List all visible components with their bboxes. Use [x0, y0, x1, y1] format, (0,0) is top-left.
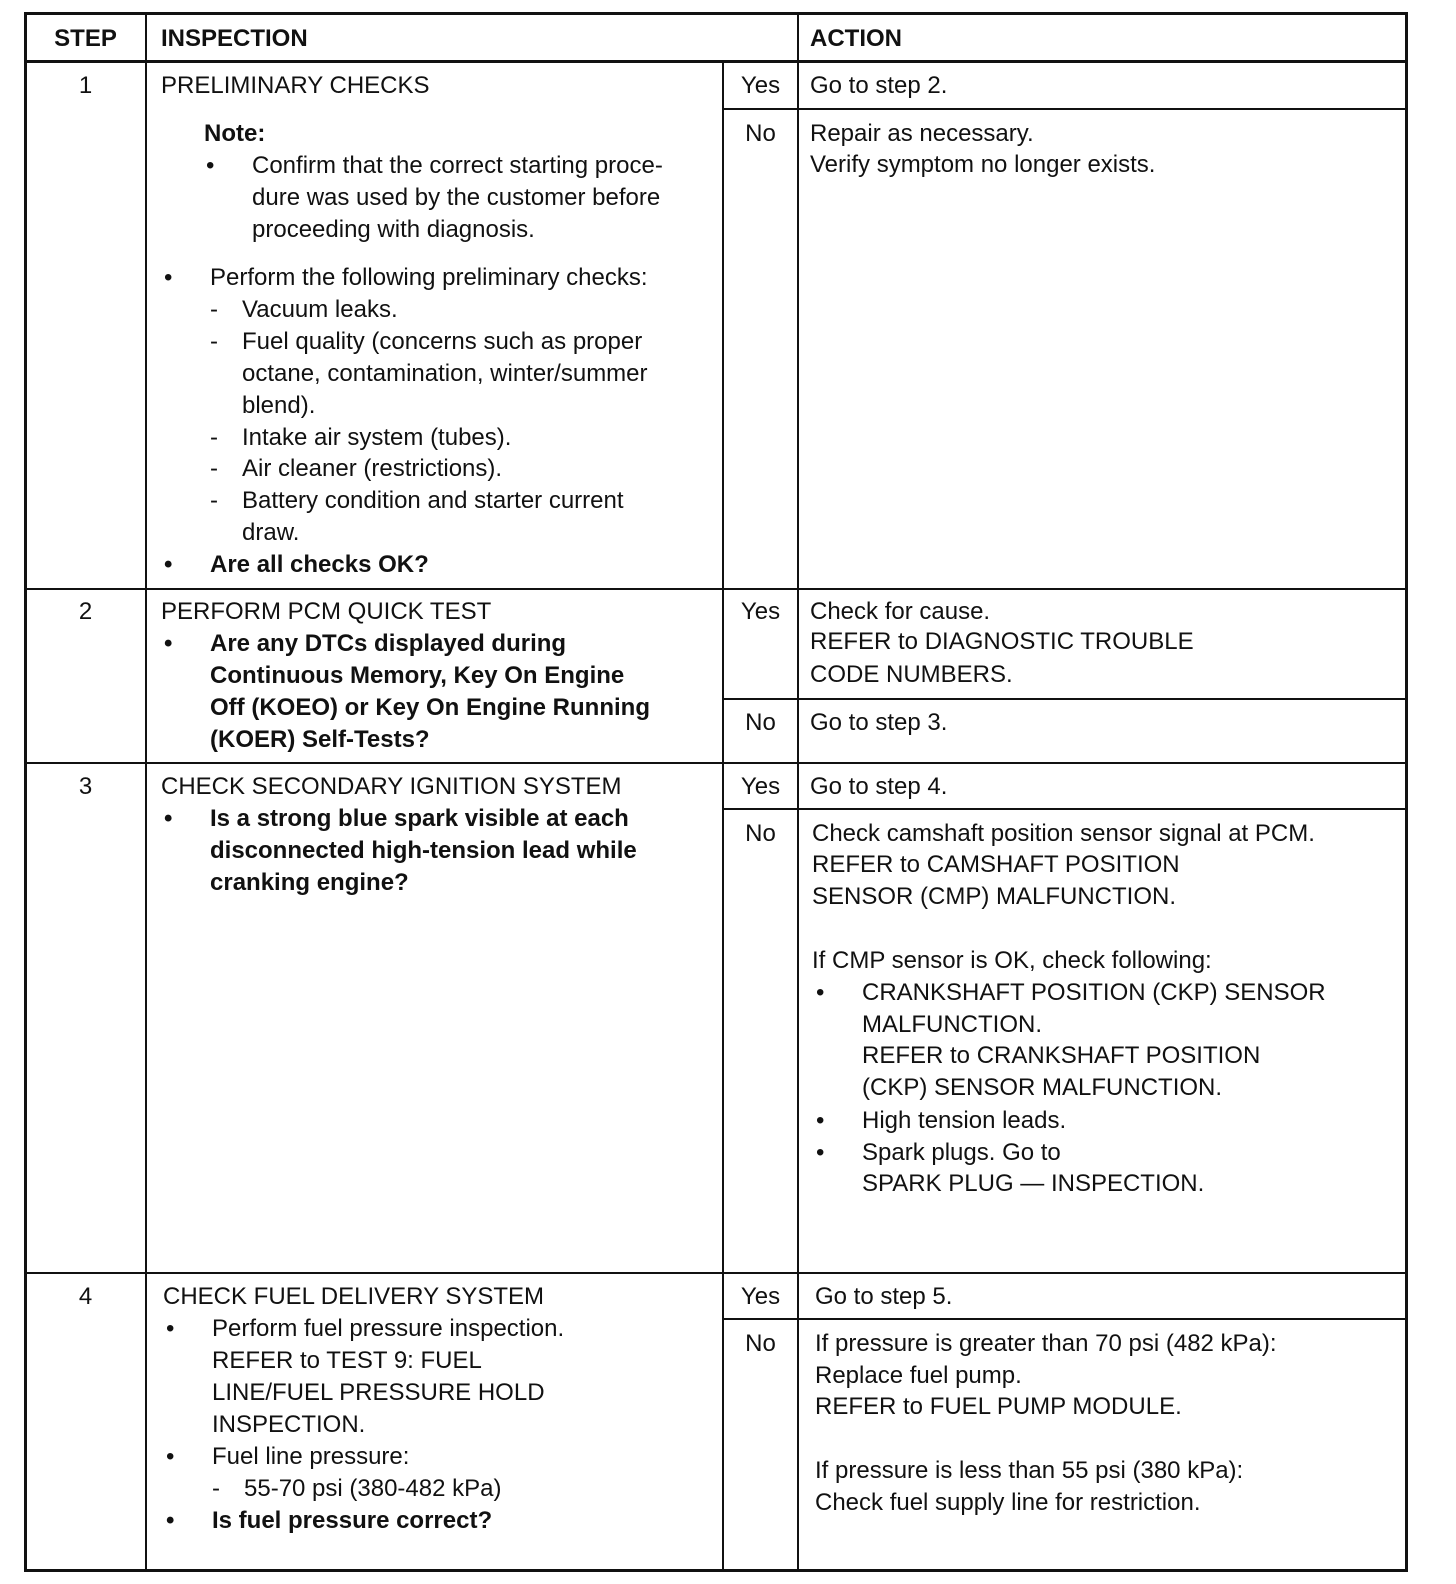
- header-step: STEP: [54, 25, 117, 52]
- check-intro: • Perform the following preliminary checks:: [210, 262, 648, 294]
- step-bullet: • Fuel line pressure:: [212, 1441, 409, 1473]
- no-action-bullet: • High tension leads.: [862, 1105, 1066, 1137]
- step-question: • Are all checks OK?: [210, 549, 429, 581]
- no-action-bullet: SPARK PLUG — INSPECTION.: [862, 1170, 1205, 1197]
- header-action: ACTION: [810, 25, 902, 52]
- no-action-bullet: • CRANKSHAFT POSITION (CKP) SENSOR: [862, 977, 1326, 1009]
- yes-action: Go to step 5.: [815, 1283, 953, 1310]
- step-title: CHECK SECONDARY IGNITION SYSTEM: [161, 773, 622, 800]
- yes-action: Go to step 4.: [810, 773, 948, 800]
- yes-label: Yes: [740, 773, 781, 800]
- note-line: • Confirm that the correct starting proce-: [252, 150, 663, 182]
- yes-label: Yes: [740, 72, 781, 99]
- step1-bottom-rule: [24, 588, 1408, 590]
- no-action: SENSOR (CMP) MALFUNCTION.: [812, 883, 1177, 910]
- no-action: If pressure is greater than 70 psi (482 kPa):: [815, 1330, 1277, 1357]
- step-question: Off (KOEO) or Key On Engine Running: [210, 694, 650, 721]
- no-action: Replace fuel pump.: [815, 1362, 1022, 1389]
- step-number: 1: [78, 72, 93, 99]
- yes-label: Yes: [740, 598, 781, 625]
- step-number: 2: [78, 598, 93, 625]
- step-question: Continuous Memory, Key On Engine: [210, 662, 625, 689]
- header-inspection: INSPECTION: [161, 25, 308, 52]
- step-bullet: LINE/FUEL PRESSURE HOLD: [212, 1379, 545, 1406]
- no-action: Verify symptom no longer exists.: [810, 151, 1156, 178]
- note-label: Note:: [204, 120, 266, 147]
- check-item: - Air cleaner (restrictions).: [242, 453, 502, 485]
- check-item: draw.: [242, 519, 300, 546]
- step4-yes-rule: [724, 1318, 1408, 1320]
- no-action-bullet: (CKP) SENSOR MALFUNCTION.: [862, 1074, 1223, 1101]
- no-label: No: [745, 709, 776, 736]
- note-line: dure was used by the customer before: [252, 184, 661, 211]
- no-action: Check camshaft position sensor signal at PCM.: [812, 820, 1315, 847]
- step-question: • Is fuel pressure correct?: [212, 1505, 492, 1537]
- step-number: 3: [78, 773, 93, 800]
- no-action: If pressure is less than 55 psi (380 kPa):: [815, 1457, 1244, 1484]
- step-title: PERFORM PCM QUICK TEST: [161, 598, 492, 625]
- step-title: PRELIMINARY CHECKS: [161, 72, 430, 99]
- no-action: If CMP sensor is OK, check following:: [812, 947, 1212, 974]
- step-bullet: INSPECTION.: [212, 1411, 366, 1438]
- no-label: No: [745, 820, 776, 847]
- step-question: • Is a strong blue spark visible at each: [210, 803, 629, 835]
- step-title: CHECK FUEL DELIVERY SYSTEM: [163, 1283, 544, 1310]
- step-question: (KOER) Self-Tests?: [210, 726, 430, 753]
- yes-label: Yes: [740, 1283, 781, 1310]
- no-action-bullet: • Spark plugs. Go to: [862, 1137, 1061, 1169]
- step-number: 4: [78, 1283, 93, 1310]
- step-bullet: REFER to TEST 9: FUEL: [212, 1347, 482, 1374]
- header-rule: [24, 60, 1408, 63]
- check-item: - Fuel quality (concerns such as proper: [242, 326, 642, 358]
- no-action: Repair as necessary.: [810, 120, 1034, 147]
- no-action: Go to step 3.: [810, 709, 948, 736]
- step-question: • Are any DTCs displayed during: [210, 628, 566, 660]
- no-action-bullet: REFER to CRANKSHAFT POSITION: [862, 1042, 1261, 1069]
- check-item: - Vacuum leaks.: [242, 294, 398, 326]
- yes-action: Check for cause.: [810, 598, 991, 625]
- no-action: REFER to FUEL PUMP MODULE.: [815, 1393, 1182, 1420]
- note-line: proceeding with diagnosis.: [252, 216, 535, 243]
- check-item: blend).: [242, 392, 316, 419]
- step2-yes-rule: [724, 698, 1408, 700]
- yes-action: CODE NUMBERS.: [810, 661, 1013, 688]
- no-action: Check fuel supply line for restriction.: [815, 1489, 1201, 1516]
- step-question: cranking engine?: [210, 869, 409, 896]
- step-bullet: • Perform fuel pressure inspection.: [212, 1313, 564, 1345]
- no-label: No: [745, 120, 776, 147]
- action-column-rule: [797, 12, 799, 1572]
- yes-action: Go to step 2.: [810, 72, 948, 99]
- no-label: No: [745, 1330, 776, 1357]
- step-column-rule: [145, 12, 147, 1572]
- no-action-bullet: MALFUNCTION.: [862, 1011, 1042, 1038]
- step3-bottom-rule: [24, 1272, 1408, 1274]
- step3-yes-rule: [724, 808, 1408, 810]
- pressure-spec: - 55-70 psi (380-482 kPa): [244, 1473, 501, 1505]
- check-item: - Intake air system (tubes).: [242, 422, 511, 454]
- no-action: REFER to CAMSHAFT POSITION: [812, 851, 1180, 878]
- step1-yes-rule: [724, 108, 1408, 110]
- yes-action: REFER to DIAGNOSTIC TROUBLE: [810, 628, 1194, 655]
- step-question: disconnected high-tension lead while: [210, 837, 637, 864]
- step2-bottom-rule: [24, 762, 1408, 764]
- check-item: - Battery condition and starter current: [242, 485, 624, 517]
- check-item: octane, contamination, winter/summer: [242, 360, 648, 387]
